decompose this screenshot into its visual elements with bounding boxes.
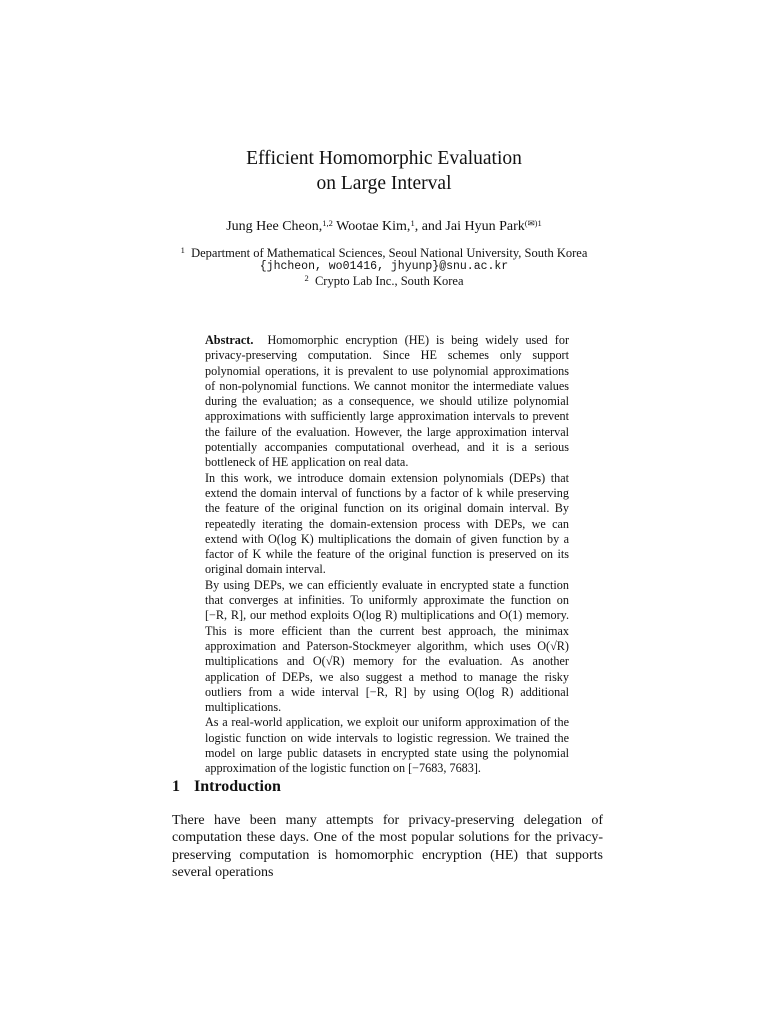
abstract-paragraph-3: By using DEPs, we can efficiently evaluate in encrypted state a function that converges at infinities. To uniformly approximate the function on [−R, R], our method exploits O(log R) multiplications and O(1) memory. This is more efficient than the current best approach, the minimax approximation and Paterson-Stockmeyer algorithm, which uses O(√R) multiplications and O(√R) memory for the evaluation. As another application of DEPs, we also suggest a method to manage the risky outliers from a wide interval [−R, R] by using O(log R) additional multiplications.	[205, 577, 569, 715]
section-title: Introduction	[194, 778, 281, 795]
author-2-affil: 1	[410, 218, 415, 228]
introduction-paragraph-1: There have been many attempts for privacy-preserving delegation of computation these days. One of the most popular solutions for the privacy-preserving computation is homomorphic encryption (HE) that supports several operations	[172, 813, 603, 880]
affiliation-2	[0, 274, 768, 288]
author-2-name: Wootae Kim,	[336, 219, 411, 234]
paper-title	[0, 146, 768, 196]
section-number: 1	[172, 778, 180, 795]
introduction-body	[172, 812, 603, 881]
author-3-name: Jai Hyun Park	[445, 219, 525, 234]
author-emails: {jhcheon, wo01416, jhyunp}@snu.ac.kr	[259, 260, 509, 273]
affiliation-2-text: Crypto Lab Inc., South Korea	[314, 274, 464, 288]
author-3-affil: (✉)1	[524, 218, 542, 228]
affiliation-1-text: Department of Mathematical Sciences, Seoul National University, South Korea	[191, 246, 588, 260]
author-list	[0, 218, 768, 236]
abstract-paragraph-2: In this work, we introduce domain extension polynomials (DEPs) that extend the domain interval of functions by a factor of k while preserving the feature of the original function on its original domain interval. By repeatedly iterating the domain-extension process with DEPs, we can extend with O(log K) multiplications the domain of given function by a factor of K while the feature of the original function is preserved on its original domain interval.	[205, 470, 569, 577]
abstract-label: Abstract.	[205, 333, 254, 347]
affiliation-1	[0, 246, 768, 260]
author-1-affil: 1,2	[322, 218, 333, 228]
title-line-1: Efficient Homomorphic Evaluation	[246, 148, 522, 169]
author-1-name: Jung Hee Cheon,	[226, 219, 323, 234]
section-heading-introduction	[172, 777, 281, 797]
abstract	[205, 333, 569, 777]
affiliations	[0, 246, 768, 288]
affiliation-1-marker: 1	[180, 245, 185, 255]
affiliation-2-marker: 2	[304, 273, 309, 283]
title-line-2: on Large Interval	[316, 173, 452, 194]
abstract-paragraph-4: As a real-world application, we exploit our uniform approximation of the logistic function on wide intervals to logistic regression. We trained the model on large public datasets in encrypted state using the polynomial approximation of the logistic function on [−7683, 7683].	[205, 715, 569, 776]
abstract-text-1: Homomorphic encryption (HE) is being widely used for privacy-preserving computation. Since HE schemes only support polynomial operations, it is prevalent to use polynomial approximations of non-polynomial functions. We cannot monitor the intermediate values during the evaluation; as a consequence, we should utilize polynomial approximations with sufficiently large approximation intervals to prevent the failure of the evaluation. However, the large approximation interval potentially accompanies computational overhead, and it is a serious bottleneck of HE application on real data.	[205, 333, 570, 470]
abstract-paragraph-1	[205, 333, 569, 471]
author-conjunction: , and	[414, 219, 442, 234]
